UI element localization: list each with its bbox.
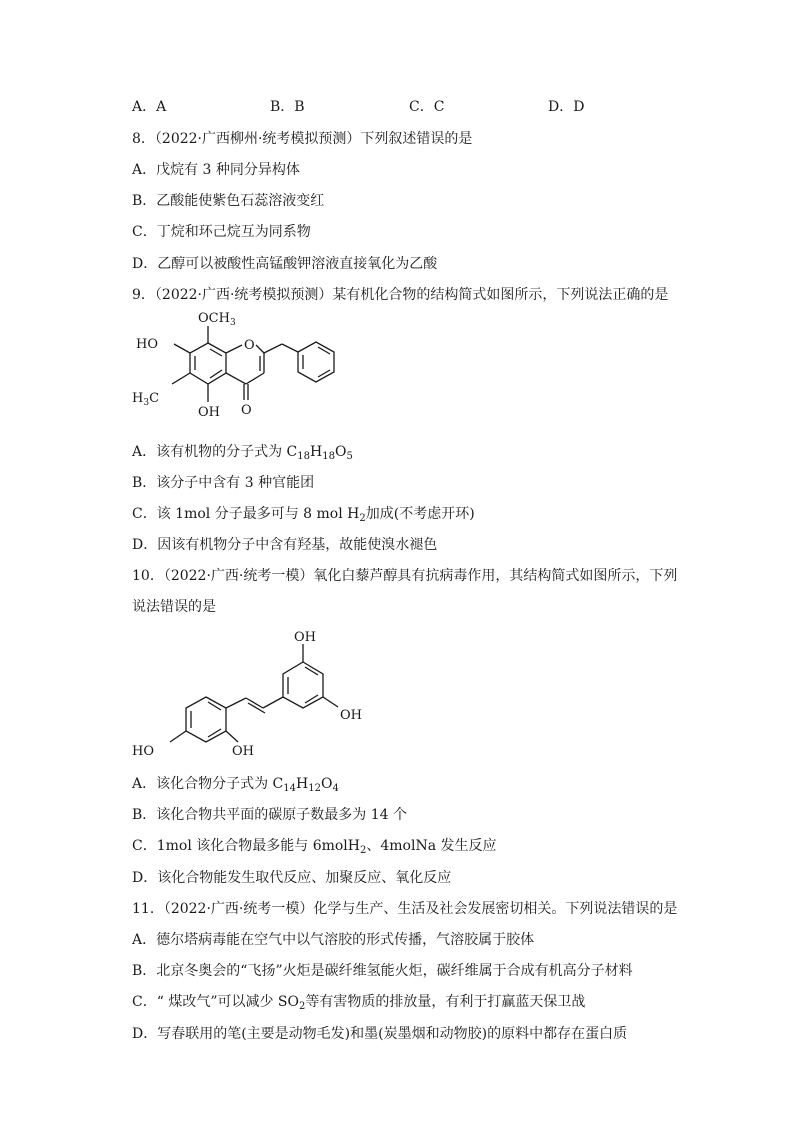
q9-label-h3c: $H_3C$ — [132, 391, 160, 408]
q7-option-a: A．A — [132, 99, 167, 115]
q10-label-oh-right: OH — [340, 708, 362, 723]
q9-option-b: B．该分子中含有 3 种官能团 — [132, 475, 315, 491]
q7-option-d: D．D — [548, 99, 585, 115]
q10-label-ho-left: HO — [132, 744, 154, 759]
q9-option-d: D．因该有机物分子中含有羟基，故能使溴水褪色 — [132, 537, 438, 553]
q7-option-b: B．B — [270, 99, 305, 115]
q9-label-carbonyl-o: O — [241, 403, 252, 418]
q10-option-c: C．1mol 该化合物最多能与 6molH$_2$、4molNa 发生反应 — [132, 838, 497, 856]
q10-option-a: A．该化合物分子式为 $C_{14}H_{12}O_4$ — [132, 776, 339, 794]
q11-option-c: C．“ 煤改气”可以减少 $SO_2$等有害物质的排放量，有利于打赢蓝天保卫战 — [132, 994, 586, 1012]
q9-structure-diagram — [128, 304, 368, 434]
q9-label-oh-bottom: OH — [198, 405, 220, 420]
q8-option-d: D．乙醇可以被酸性高锰酸钾溶液直接氧化为乙酸 — [132, 256, 438, 272]
q7-option-c: C．C — [409, 99, 445, 115]
q8-stem: 8．（2022·广西柳州·统考模拟预测）下列叙述错误的是 — [132, 131, 473, 147]
q11-option-a: A．德尔塔病毒能在空气中以气溶胶的形式传播，气溶胶属于胶体 — [132, 932, 535, 948]
q7-options — [132, 97, 652, 117]
q10-structure-diagram — [128, 624, 388, 764]
q9-option-a: A．该有机物的分子式为 $C_{18}H_{18}O_5$ — [132, 444, 353, 462]
q8-option-a: A．戊烷有 3 种同分异构体 — [132, 162, 300, 178]
q10-stem-line1: 10．（2022·广西·统考一模）氧化白藜芦醇具有抗病毒作用，其结构简式如图所示，下列 — [132, 568, 678, 584]
q9-label-ho: HO — [136, 337, 158, 352]
q8-option-b: B．乙酸能使紫色石蕊溶液变红 — [132, 193, 325, 209]
q10-option-d: D．该化合物能发生取代反应、加聚反应、氧化反应 — [132, 870, 452, 886]
q11-option-b: B．北京冬奥会的“飞扬”火炬是碳纤维氢能火炬，碳纤维属于合成有机高分子材料 — [132, 963, 633, 979]
q10-stem-line2: 说法错误的是 — [132, 599, 216, 615]
q11-stem: 11．（2022·广西·统考一模）化学与生产、生活及社会发展密切相关。下列说法错误的是 — [132, 901, 678, 917]
q10-label-oh-mid: OH — [232, 744, 254, 759]
q10-option-b: B．该化合物共平面的碳原子数最多为 14 个 — [132, 807, 408, 823]
q11-option-d: D．写春联用的笔(主要是动物毛发)和墨(炭墨烟和动物胶)的原料中都存在蛋白质 — [132, 1026, 628, 1042]
q10-label-oh-top: OH — [294, 630, 316, 645]
q9-option-c: C．该 1mol 分子最多可与 8 mol $H_2$加成(不考虑开环) — [132, 506, 475, 524]
q9-stem: 9．（2022·广西·统考模拟预测）某有机化合物的结构简式如图所示，下列说法正确的是 — [132, 287, 669, 303]
q9-label-ring-o: O — [244, 338, 255, 353]
q9-label-och3: $OCH_3$ — [198, 311, 236, 328]
q8-option-c: C．丁烷和环己烷互为同系物 — [132, 224, 311, 240]
